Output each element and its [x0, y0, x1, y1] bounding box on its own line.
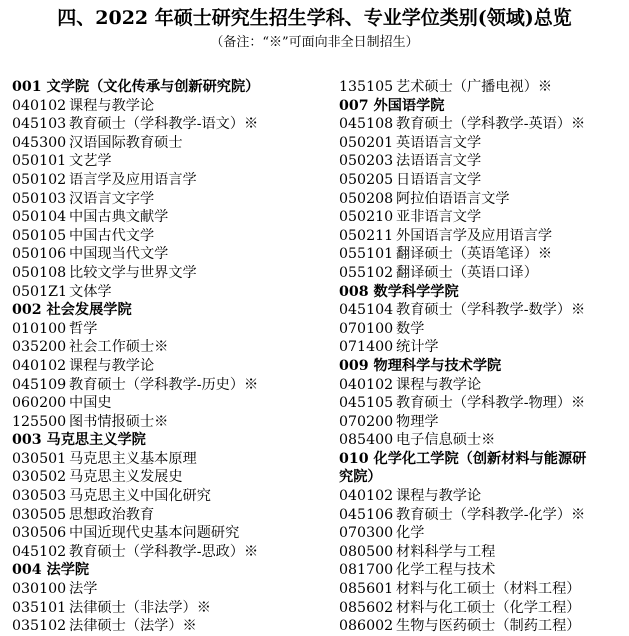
major-row [339, 301, 629, 320]
major-name: 课程与教学论 [396, 488, 482, 505]
major-code: 045109 [12, 376, 67, 393]
major-row [339, 115, 629, 134]
major-code: 030503 [12, 488, 67, 505]
major-row [12, 208, 332, 227]
major-row [12, 394, 332, 413]
major-code: 050101 [12, 153, 67, 170]
major-row [339, 543, 629, 562]
major-row [12, 171, 332, 190]
major-code: 040102 [339, 376, 394, 393]
page-note: （备注：“※”可面向非全日制招生） [210, 35, 419, 50]
major-row [339, 134, 629, 153]
major-name: 外国语言学及应用语言学 [396, 227, 553, 244]
major-code: 080500 [339, 543, 394, 560]
major-code: 070100 [339, 320, 394, 337]
major-row [339, 338, 629, 357]
major-name: 教育硕士（学科教学-数学）※ [396, 302, 586, 319]
major-row [339, 320, 629, 339]
major-name: 中国史 [69, 395, 112, 412]
major-row [339, 208, 629, 227]
major-code: 040102 [12, 357, 67, 374]
major-code: 050106 [12, 246, 67, 263]
major-row [12, 320, 332, 339]
major-code: 030506 [12, 525, 67, 542]
major-code: 0501Z1 [12, 283, 67, 300]
major-row [12, 97, 332, 116]
left-column [12, 78, 332, 636]
major-row [12, 338, 332, 357]
major-code: 045106 [339, 506, 394, 523]
major-name: 文艺学 [69, 153, 112, 170]
major-row [339, 78, 629, 97]
major-name: 马克思主义发展史 [69, 469, 183, 486]
major-row [12, 376, 332, 395]
major-name: 材料与化工硕士（化学工程） [396, 599, 581, 616]
major-code: 010100 [12, 320, 67, 337]
major-name: 教育硕士（学科教学-英语）※ [396, 116, 586, 133]
major-code: 050210 [339, 209, 394, 226]
major-row [12, 245, 332, 264]
major-code: 045102 [12, 543, 67, 560]
major-row [12, 115, 332, 134]
major-name: 汉语言文字学 [69, 190, 155, 207]
major-code: 050108 [12, 264, 67, 281]
major-row [12, 283, 332, 302]
major-row [339, 413, 629, 432]
major-code: 050203 [339, 153, 394, 170]
major-name: 亚非语言文学 [396, 209, 482, 226]
major-code: 045108 [339, 116, 394, 133]
major-code: 040102 [339, 488, 394, 505]
major-name: 翻译硕士（英语笔译）※ [396, 246, 553, 263]
major-row [12, 599, 332, 618]
major-code: 050208 [339, 190, 394, 207]
major-code: 050102 [12, 171, 67, 188]
major-row [12, 227, 332, 246]
major-name: 化学 [396, 525, 425, 542]
major-row [12, 413, 332, 432]
major-name: 艺术硕士（广播电视）※ [396, 79, 553, 95]
major-code: 030505 [12, 506, 67, 523]
major-name: 阿拉伯语语言文学 [396, 190, 510, 207]
major-name: 中国现当代文学 [69, 246, 169, 263]
major-name: 中国古代文学 [69, 227, 155, 244]
major-code: 055101 [339, 246, 394, 263]
major-code: 070300 [339, 525, 394, 542]
major-row [339, 506, 629, 525]
major-code: 125500 [12, 413, 67, 430]
college-heading: 004 法学院 [12, 562, 90, 579]
major-code: 135105 [339, 79, 394, 95]
college-heading: 010 化学化工学院（创新材料与能源研 [339, 450, 587, 467]
major-name: 物理学 [396, 413, 439, 430]
college-heading: 009 物理科学与技术学院 [339, 357, 502, 374]
major-row [339, 190, 629, 209]
major-name: 比较文学与世界文学 [69, 264, 197, 281]
major-name: 汉语国际教育硕士 [69, 134, 183, 151]
major-code: 070200 [339, 413, 394, 430]
college-heading: 003 马克思主义学院 [12, 432, 146, 449]
major-name: 马克思主义基本原理 [69, 450, 197, 467]
college-heading: 007 外国语学院 [339, 97, 445, 114]
major-row [339, 487, 629, 506]
major-name: 课程与教学论 [69, 357, 155, 374]
major-row [12, 190, 332, 209]
major-code: 085400 [339, 432, 394, 449]
major-name: 法语语言文学 [396, 153, 482, 170]
major-code: 050103 [12, 190, 67, 207]
major-name: 英语语言文学 [396, 134, 482, 151]
major-code: 045105 [339, 395, 394, 412]
major-row [339, 617, 629, 636]
major-row [339, 264, 629, 283]
major-row [12, 506, 332, 525]
major-code: 055102 [339, 264, 394, 281]
major-row [339, 152, 629, 171]
major-name: 材料科学与工程 [396, 543, 496, 560]
right-column [339, 78, 629, 636]
major-name: 法律硕士（法学）※ [69, 618, 197, 635]
major-name: 教育硕士（学科教学-思政）※ [69, 543, 259, 560]
major-code: 030100 [12, 581, 67, 598]
major-code: 071400 [339, 339, 394, 356]
major-row [12, 543, 332, 562]
major-name: 统计学 [396, 339, 439, 356]
major-code: 081700 [339, 562, 394, 579]
major-code: 030502 [12, 469, 67, 486]
major-name: 日语语言文学 [396, 171, 482, 188]
major-name: 语言学及应用语言学 [69, 171, 197, 188]
major-code: 050104 [12, 209, 67, 226]
major-name: 教育硕士（学科教学-物理）※ [396, 395, 586, 412]
major-name: 材料与化工硕士（材料工程） [396, 581, 581, 598]
major-row [12, 487, 332, 506]
college-heading: 002 社会发展学院 [12, 302, 132, 319]
major-name: 教育硕士（学科教学-历史）※ [69, 376, 259, 393]
major-row [339, 227, 629, 246]
major-code: 050211 [339, 227, 394, 244]
major-row [339, 245, 629, 264]
major-name: 中国近现代史基本问题研究 [69, 525, 240, 542]
major-row [339, 599, 629, 618]
college-heading-continued: 究院） [339, 469, 382, 486]
major-code: 030501 [12, 450, 67, 467]
major-name: 马克思主义中国化研究 [69, 488, 211, 505]
major-name: 法学 [69, 581, 98, 598]
major-row [339, 394, 629, 413]
major-name: 电子信息硕士※ [396, 432, 496, 449]
major-name: 哲学 [69, 320, 98, 337]
major-code: 040102 [12, 97, 67, 114]
major-code: 085601 [339, 581, 394, 598]
major-row [339, 580, 629, 599]
major-name: 教育硕士（学科教学-语文）※ [69, 116, 259, 133]
major-name: 化学工程与技术 [396, 562, 496, 579]
major-name: 思想政治教育 [69, 506, 155, 523]
major-row [12, 524, 332, 543]
major-code: 060200 [12, 395, 67, 412]
major-row [12, 450, 332, 469]
college-heading: 008 数学科学学院 [339, 283, 459, 300]
major-row [12, 152, 332, 171]
major-code: 085602 [339, 599, 394, 616]
major-code: 035200 [12, 339, 67, 356]
major-name: 翻译硕士（英语口译） [396, 264, 538, 281]
major-row [12, 134, 332, 153]
major-name: 生物与医药硕士（制药工程） [396, 618, 581, 635]
major-row [339, 171, 629, 190]
major-name: 社会工作硕士※ [69, 339, 169, 356]
major-name: 教育硕士（学科教学-化学）※ [396, 506, 586, 523]
major-code: 035102 [12, 618, 67, 635]
major-code: 045103 [12, 116, 67, 133]
major-row [339, 561, 629, 580]
major-name: 中国古典文献学 [69, 209, 169, 226]
major-code: 050201 [339, 134, 394, 151]
major-row [339, 431, 629, 450]
college-heading: 001 文学院（文化传承与创新研究院） [12, 79, 260, 95]
major-name: 法律硕士（非法学）※ [69, 599, 211, 616]
page-title: 四、2022 年硕士研究生招生学科、专业学位类别(领域)总览 [57, 7, 572, 29]
major-code: 050205 [339, 171, 394, 188]
major-name: 图书情报硕士※ [69, 413, 169, 430]
major-row [339, 376, 629, 395]
major-code: 086002 [339, 618, 394, 635]
major-name: 文体学 [69, 283, 112, 300]
major-row [339, 524, 629, 543]
major-name: 课程与教学论 [69, 97, 155, 114]
major-row [12, 357, 332, 376]
major-code: 050105 [12, 227, 67, 244]
major-row [12, 580, 332, 599]
major-code: 035101 [12, 599, 67, 616]
major-row [12, 264, 332, 283]
major-name: 课程与教学论 [396, 376, 482, 393]
major-code: 045104 [339, 302, 394, 319]
major-code: 045300 [12, 134, 67, 151]
major-name: 数学 [396, 320, 425, 337]
major-row [12, 468, 332, 487]
major-row [12, 617, 332, 636]
